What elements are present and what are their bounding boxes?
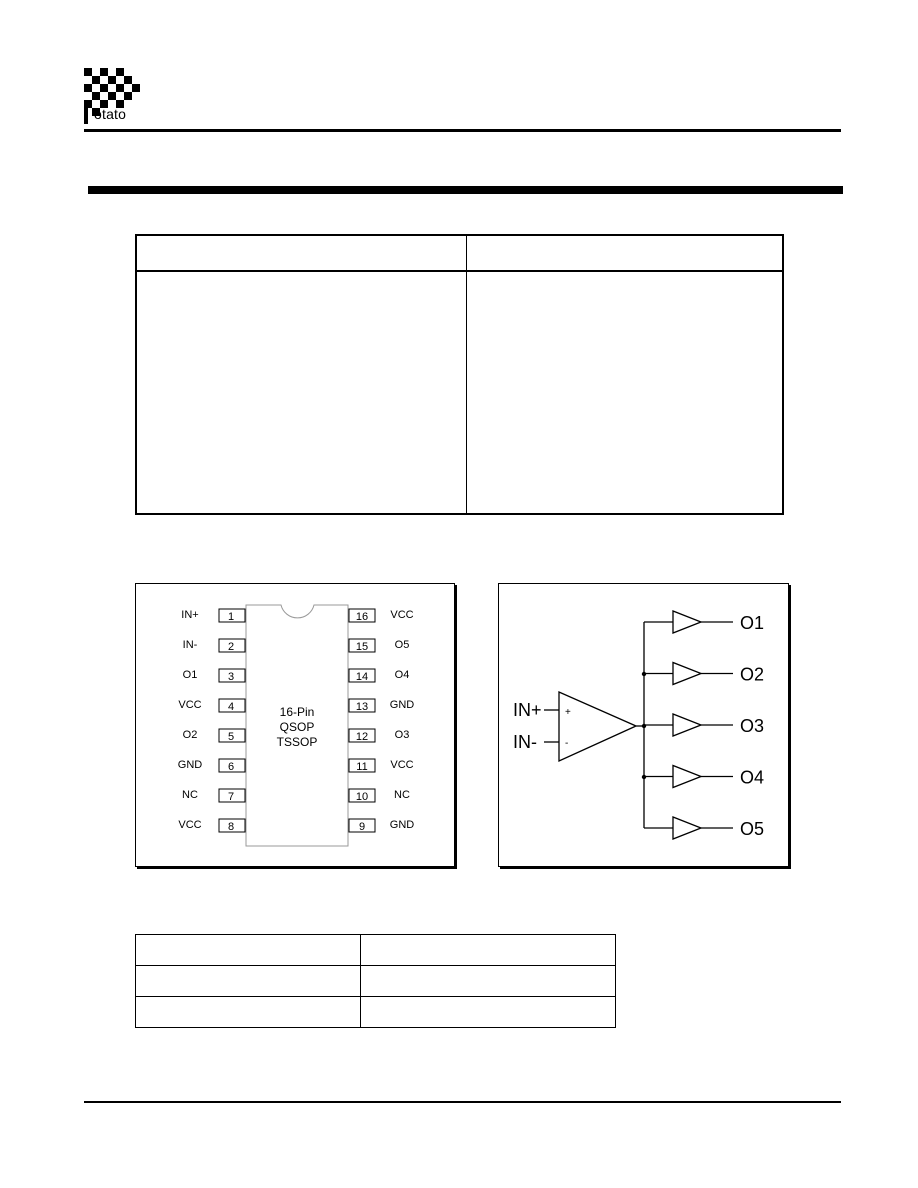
pin-15: [349, 639, 409, 653]
features-table: [135, 234, 784, 515]
pin-6: [178, 759, 245, 773]
pin-configuration-panel: [135, 583, 455, 867]
pin-4: [178, 699, 245, 713]
pin-name: O3: [394, 729, 410, 741]
table-header-row: [136, 235, 783, 271]
output-buffer: [644, 663, 764, 685]
pin-number: 5: [228, 731, 235, 743]
input-label-in-minus: IN-: [513, 732, 537, 752]
pin-number: 16: [355, 611, 369, 623]
table-row: [136, 966, 616, 997]
output-label: O5: [740, 819, 765, 839]
table-row: [136, 935, 616, 966]
ordering-table: [135, 934, 616, 1028]
package-label-line: TSSOP: [276, 735, 318, 749]
pin-number: 1: [228, 611, 235, 623]
pin-name: O1: [182, 669, 198, 681]
ordering-cell: [361, 997, 616, 1028]
output-label: O3: [740, 716, 765, 736]
buffer-symbol: [673, 611, 701, 633]
pin-name: VCC: [178, 699, 202, 711]
pin-number: 11: [356, 761, 368, 773]
features-column-header: [467, 235, 784, 271]
logic-diagram-panel: [498, 583, 789, 867]
pin-name: NC: [182, 789, 198, 801]
table-row: [136, 997, 616, 1028]
pin-number: 8: [228, 821, 235, 833]
pin-name: VCC: [390, 609, 414, 621]
pin-diagram: [136, 584, 454, 866]
pin-5: [183, 729, 245, 743]
pin-name: O4: [394, 669, 410, 681]
pin-7: [182, 789, 245, 803]
section-rule: [88, 186, 843, 194]
package-label-line: QSOP: [279, 720, 315, 734]
features-column-header: [136, 235, 467, 271]
pin-name: VCC: [390, 759, 414, 771]
pin-10: [349, 789, 410, 803]
output-label: O1: [740, 613, 765, 633]
package-label-line: 16-Pin: [279, 705, 315, 719]
pin-name: O5: [394, 639, 410, 651]
pin-3: [183, 669, 245, 683]
pin-number: 10: [355, 791, 369, 803]
pin-number: 13: [355, 701, 369, 713]
logic-diagram: [499, 584, 788, 866]
pin-8: [178, 819, 245, 833]
opamp-plus-sign: +: [565, 707, 571, 718]
output-buffer: [644, 714, 764, 736]
pin-name: VCC: [178, 819, 202, 831]
pin-number: 15: [355, 641, 369, 653]
output-buffer: [644, 611, 764, 633]
opamp-symbol: [559, 692, 636, 761]
features-cell: [136, 271, 467, 514]
features-cell: [467, 271, 784, 514]
header-rule: [84, 129, 841, 132]
pin-number: 6: [228, 761, 235, 773]
ordering-cell: [361, 966, 616, 997]
pin-11: [349, 759, 414, 773]
ordering-cell: [361, 935, 616, 966]
opamp-minus-sign: -: [565, 738, 569, 749]
logo-wordmark: otato: [94, 106, 127, 122]
pin-13: [349, 699, 414, 713]
table-row: [136, 271, 783, 514]
pin-name: GND: [389, 699, 415, 711]
output-buffer: [644, 817, 764, 839]
pin-number: 2: [228, 641, 235, 653]
ordering-cell: [136, 997, 361, 1028]
pin-1: [181, 609, 245, 623]
buffer-symbol: [673, 663, 701, 685]
ordering-cell: [136, 966, 361, 997]
footer-rule: [84, 1101, 841, 1103]
pin-9: [349, 819, 414, 833]
pin-name: IN+: [181, 609, 199, 621]
buffer-symbol: [673, 766, 701, 788]
pin-12: [349, 729, 409, 743]
buffer-symbol: [673, 714, 701, 736]
pin-name: NC: [394, 789, 410, 801]
pin-2: [183, 639, 245, 653]
output-buffer: [644, 766, 764, 788]
pin-number: 9: [358, 821, 366, 833]
pin-14: [349, 669, 409, 683]
pin-number: 12: [355, 731, 369, 743]
output-label: O2: [740, 664, 765, 685]
pin-number: 3: [228, 671, 235, 683]
pin-number: 7: [228, 791, 235, 803]
output-label: O4: [740, 767, 765, 788]
pin-number: 4: [228, 701, 235, 713]
pin-name: GND: [389, 819, 415, 831]
ordering-cell: [136, 935, 361, 966]
input-label-in-plus: IN+: [513, 700, 542, 720]
pin-name: O2: [182, 729, 198, 741]
buffer-symbol: [673, 817, 701, 839]
pin-16: [349, 609, 414, 623]
pin-name: IN-: [182, 639, 198, 651]
pin-name: GND: [177, 759, 203, 771]
pin-number: 14: [355, 671, 369, 683]
